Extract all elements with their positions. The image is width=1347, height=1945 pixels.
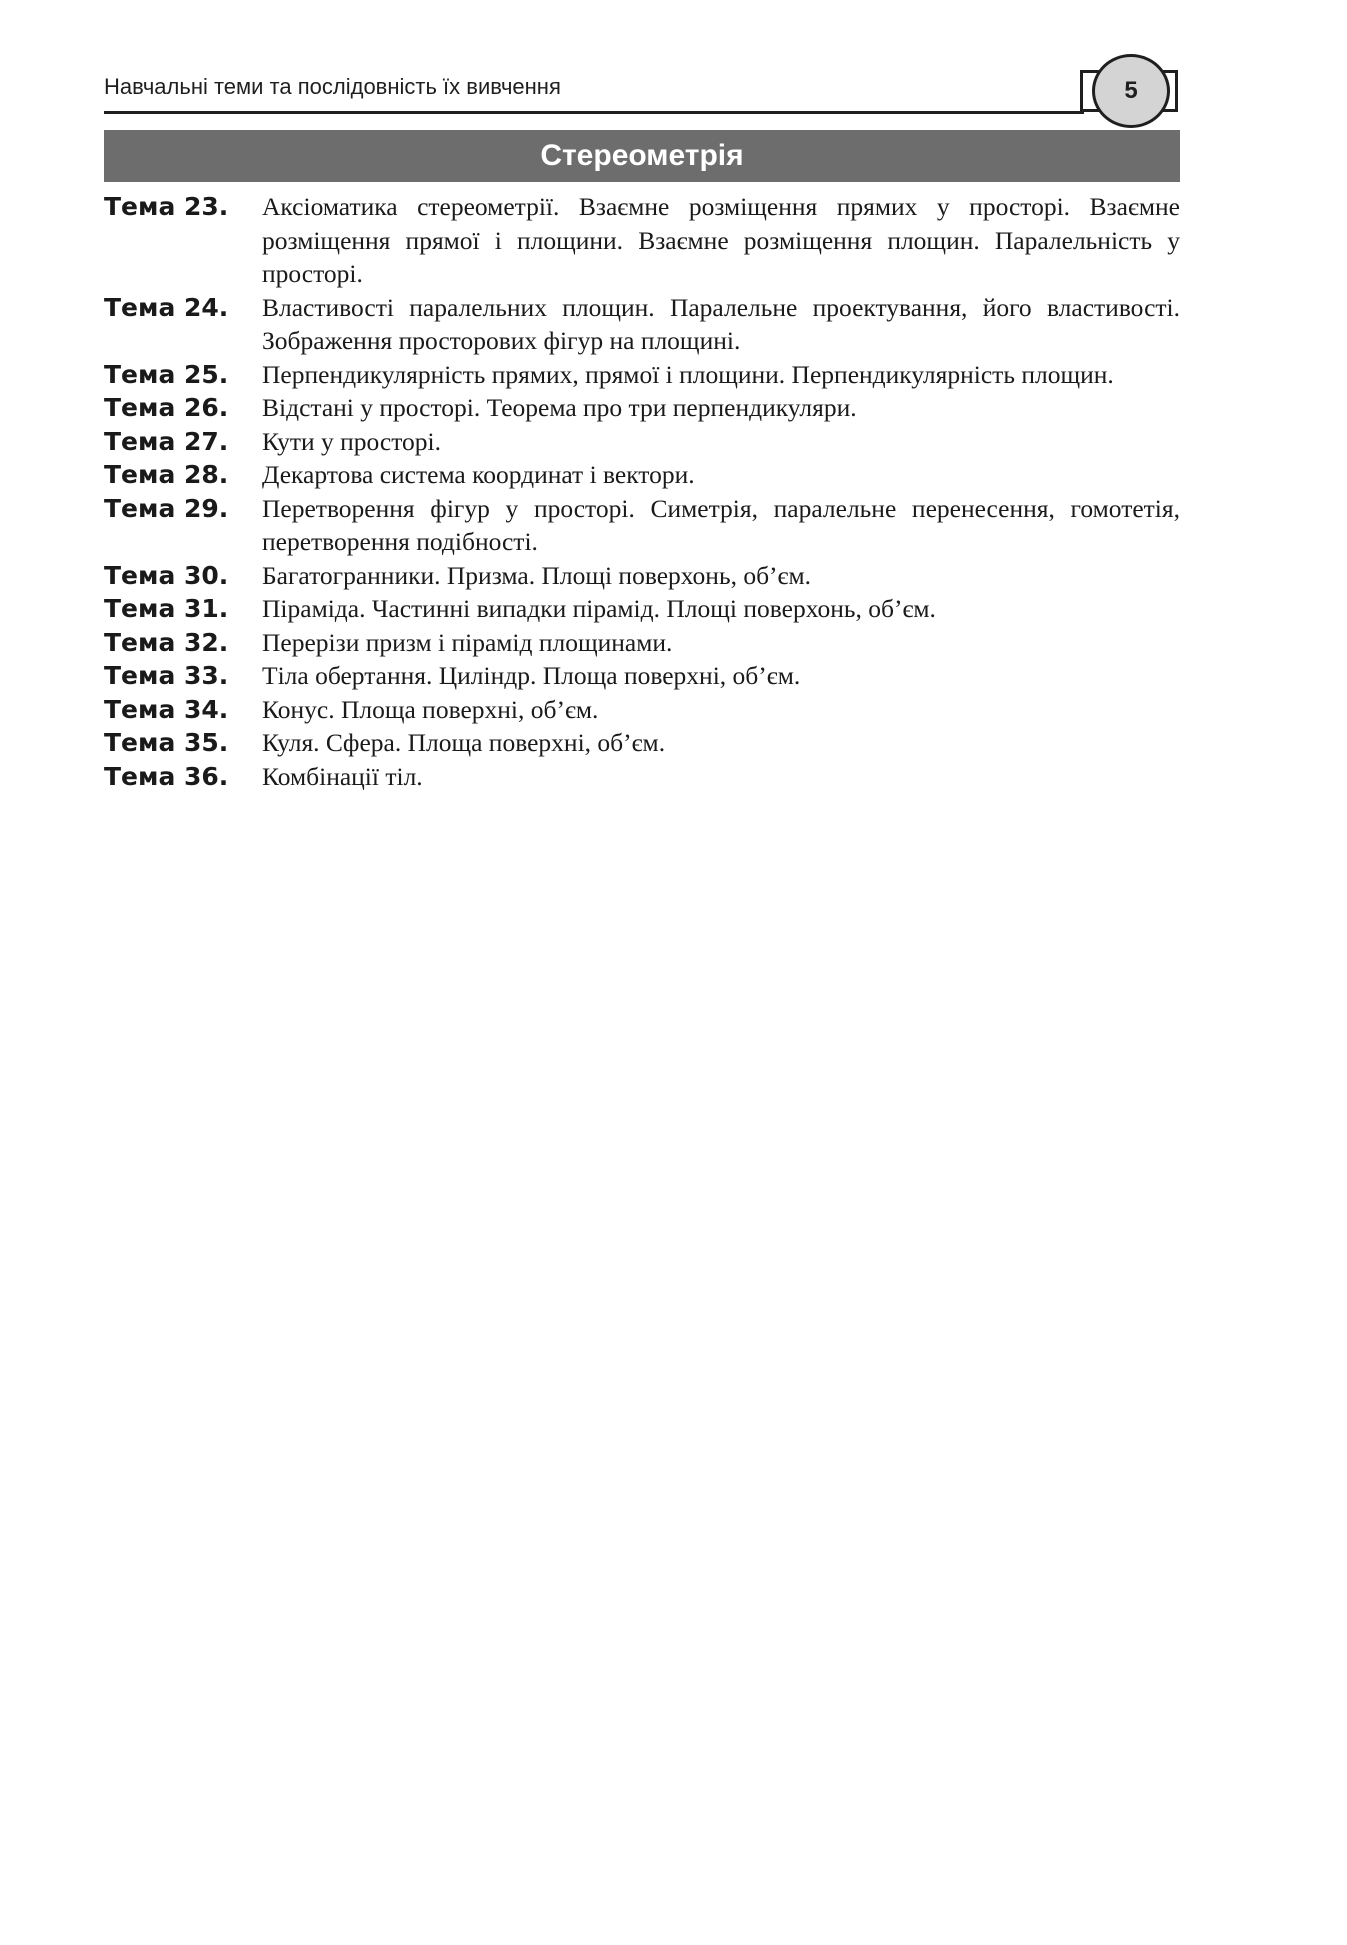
topic-item	[104, 559, 1180, 593]
topic-item	[104, 492, 1180, 559]
topic-list	[104, 190, 1180, 793]
topic-item	[104, 760, 1180, 794]
topic-label: Тема 23.	[104, 192, 229, 221]
topic-text: Перерізи призм і пірамід площинами.	[262, 627, 673, 657]
topic-item	[104, 391, 1180, 425]
topic-label: Тема 35.	[104, 728, 229, 757]
topic-item	[104, 693, 1180, 727]
topic-label: Тема 26.	[104, 393, 229, 422]
topic-text: Багатогранники. Призма. Площі поверхонь, об’єм.	[262, 560, 812, 590]
header-rule	[104, 111, 1084, 114]
topic-text: Куля. Сфера. Площа поверхні, об’єм.	[262, 728, 666, 757]
topic-label: Тема 30.	[104, 560, 229, 590]
topic-label: Тема 29.	[104, 493, 229, 523]
topic-label: Тема 28.	[104, 460, 229, 489]
topic-item	[104, 592, 1180, 626]
topic-label: Тема 24.	[104, 292, 229, 322]
topic-item	[104, 358, 1180, 392]
topic-text: Властивості паралельних площин. Паралельне проектування, його властивості. Зображення просторових фігур на площині.	[262, 292, 1180, 355]
topic-label: Тема 31.	[104, 594, 229, 623]
topic-label: Тема 34.	[104, 694, 229, 724]
topic-label: Тема 32.	[104, 627, 229, 657]
page-header	[104, 52, 1180, 114]
running-head: Навчальні теми та послідовність їх вивчення	[104, 74, 561, 99]
topic-text: Відстані у просторі. Теорема про три перпендикуляри.	[262, 393, 857, 422]
topic-text: Декартова система координат і вектори.	[262, 460, 695, 489]
topic-text: Комбінації тіл.	[262, 761, 423, 791]
topic-item	[104, 291, 1180, 358]
topic-text: Конус. Площа поверхні, об’єм.	[262, 694, 599, 724]
topic-text: Перпендикулярність прямих, прямої і площини. Перпендикулярність площин.	[262, 359, 1114, 389]
section-title: Стереометрія	[104, 130, 1180, 182]
page-number: 5	[1092, 54, 1170, 128]
topic-item	[104, 659, 1180, 693]
topic-text: Тіла обертання. Циліндр. Площа поверхні, об’єм.	[262, 661, 801, 690]
topic-text: Піраміда. Частинні випадки пірамід. Площі поверхонь, об’єм.	[262, 594, 936, 623]
topic-item	[104, 425, 1180, 459]
topic-text: Аксіоматика стереометрії. Взаємне розміщення прямих у просторі. Взаємне розміщення прямої і площини. Взаємне розміщення площин. Паралельність у просторі.	[262, 192, 1180, 288]
topic-item	[104, 190, 1180, 291]
topic-text: Перетворення фігур у просторі. Симетрія, паралельне перенесення, гомотетія, перетворення подібності.	[262, 493, 1180, 556]
topic-label: Тема 27.	[104, 426, 229, 456]
topic-item	[104, 626, 1180, 660]
topic-text: Кути у просторі.	[262, 426, 441, 456]
topic-item	[104, 726, 1180, 760]
topic-label: Тема 25.	[104, 359, 229, 389]
topic-item	[104, 458, 1180, 492]
topic-label: Тема 33.	[104, 661, 229, 690]
topic-label: Тема 36.	[104, 761, 229, 791]
